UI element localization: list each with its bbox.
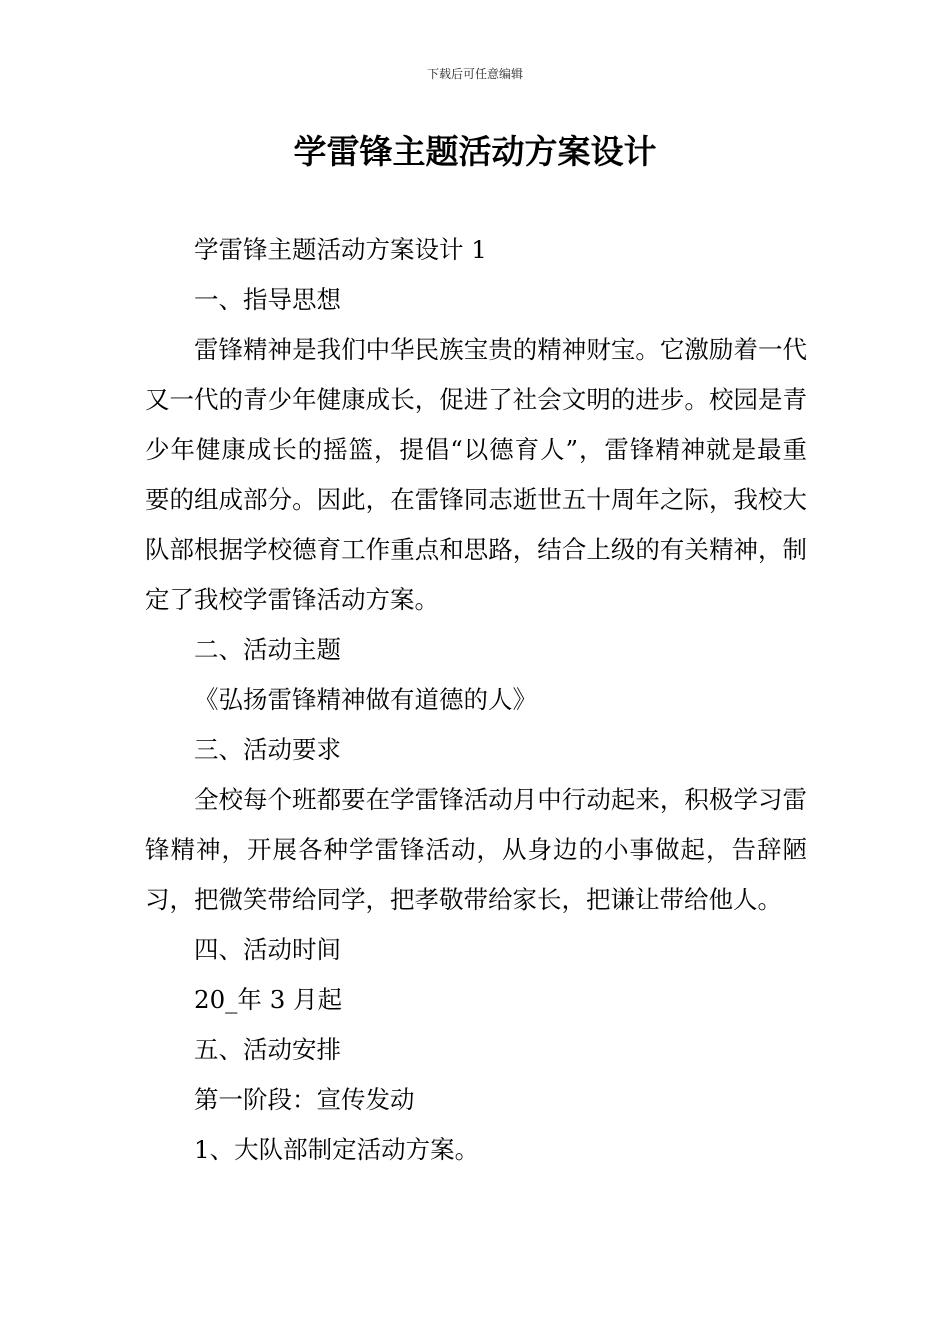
section-heading-theme: 二、活动主题 [194,635,341,664]
body-paragraph-time: 20_年 3 月起 [194,985,343,1014]
document-title: 学雷锋主题活动方案设计 [293,132,657,171]
body-paragraph-ideology: 雷锋精神是我们中华民族宝贵的精神财宝。它激励着一代又一代的青少年健康成长，促进了社会文明的进步。校园是青少年健康成长的摇篮，提倡“以德育人”，雷锋精神就是最重要的组成部分。因此，在雷锋同志逝世五十周年之际，我校大队部根据学校德育工作重点和思路，结合上级的有关精神，制定了我校学雷锋活动方案。 [145,335,807,614]
section-heading-guiding-ideology: 一、指导思想 [194,285,341,314]
subtitle-paragraph: 学雷锋主题活动方案设计 1 [194,235,487,264]
section-heading-time: 四、活动时间 [194,935,341,964]
body-paragraph-requirements: 全校每个班都要在学雷锋活动月中行动起来，积极学习雷锋精神，开展各种学雷锋活动，从身边的小事做起，告辞陋习，把微笑带给同学，把孝敬带给家长，把谦让带给他人。 [145,785,807,914]
document-body [145,225,807,1175]
header-note: 下载后可任意编辑 [426,67,523,81]
section-heading-requirements: 三、活动要求 [194,735,341,764]
list-item-one: 1、大队部制定活动方案。 [194,1135,480,1164]
section-heading-arrangement: 五、活动安排 [194,1035,341,1064]
body-paragraph-theme: 《弘扬雷锋精神做有道德的人》 [194,685,537,714]
stage-heading-one: 第一阶段：宣传发动 [194,1085,415,1114]
